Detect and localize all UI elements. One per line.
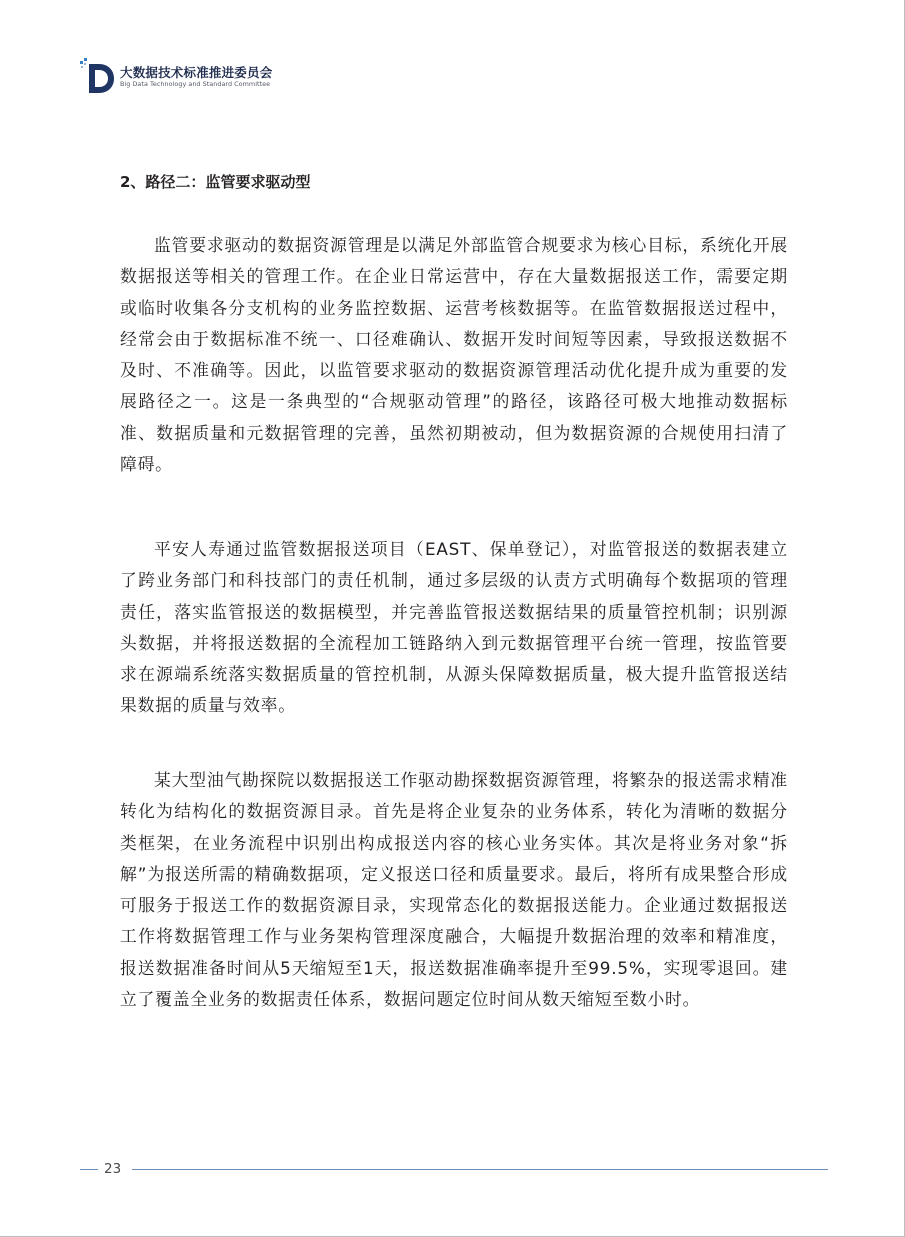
body-paragraph-2: 平安人寿通过监管数据报送项目（EAST、保单登记），对监管报送的数据表建立了跨业务部门和科技部门的责任机制，通过多层级的认责方式明确每个数据项的管理责任，落实监管报送的数据模型，并完善监管报送数据结果的质量管控机制；识别源头数据，并将报送数据的全流程加工链路纳入到元数据管理平台统一管理，按监管要求在源端系统落实数据质量的管控机制，从源头保障数据质量，极大提升监管报送结果数据的质量与效率。 — [120, 539, 788, 716]
section-heading: 2、路径二：监管要求驱动型 — [120, 173, 311, 191]
committee-logo — [80, 58, 116, 94]
body-paragraph-1: 监管要求驱动的数据资源管理是以满足外部监管合规要求为核心目标，系统化开展数据报送等相关的管理工作。在企业日常运营中，存在大量数据报送工作，需要定期或临时收集各分支机构的业务监控数据、运营考核数据等。在监管数据报送过程中，经常会由于数据标准不统一、口径难确认、数据开发时间短等因素，导致报送数据不及时、不准确等。因此，以监管要求驱动的数据资源管理活动优化提升成为重要的发展路径之一。这是一条典型的“合规驱动管理”的路径，该路径可极大地推动数据标准、数据质量和元数据管理的完善，虽然初期被动，但为数据资源的合规使用扫清了障碍。 — [120, 235, 788, 475]
letter-d-logo-icon — [80, 58, 116, 94]
committee-name-cn: 大数据技术标准推进委员会 — [120, 64, 273, 80]
page-footer — [80, 1158, 828, 1180]
committee-name — [120, 65, 272, 88]
page-number: 23 — [104, 1161, 122, 1177]
footer-rule-left — [80, 1169, 98, 1170]
footer-rule-right — [132, 1169, 828, 1170]
page-header — [80, 58, 272, 94]
committee-name-en: Big Data Technology and Standard Committee — [120, 79, 271, 88]
body-paragraph-3: 某大型油气勘探院以数据报送工作驱动勘探数据资源管理，将繁杂的报送需求精准转化为结构化的数据资源目录。首先是将企业复杂的业务体系，转化为清晰的数据分类框架，在业务流程中识别出构成报送内容的核心业务实体。其次是将业务对象“拆解”为报送所需的精确数据项，定义报送口径和质量要求。最后，将所有成果整合形成可服务于报送工作的数据资源目录，实现常态化的数据报送能力。企业通过数据报送工作将数据管理工作与业务架构管理深度融合，大幅提升数据治理的效率和精准度，报送数据准备时间从5天缩短至1天，报送数据准确率提升至99.5%，实现零退回。建立了覆盖全业务的数据责任体系，数据问题定位时间从数天缩短至数小时。 — [120, 770, 788, 1010]
